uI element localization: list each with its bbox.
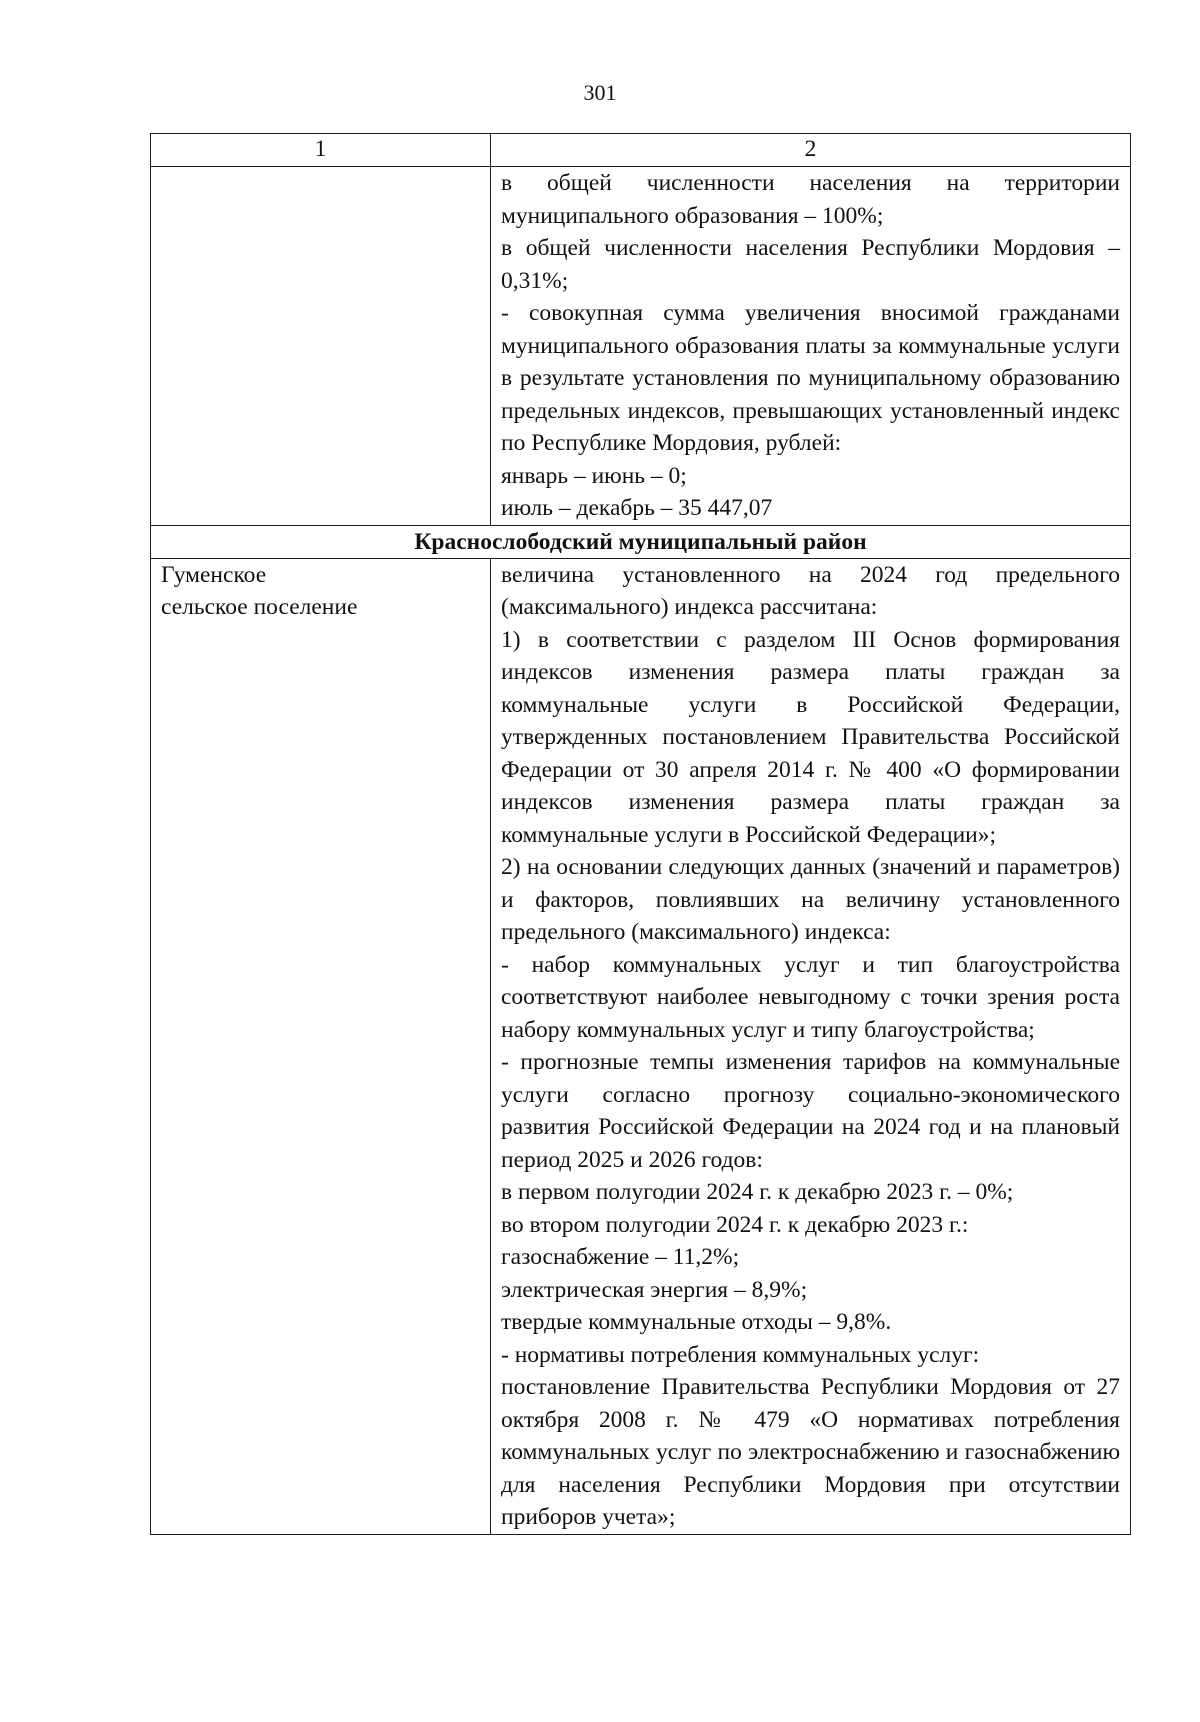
column-header-2: 2 bbox=[491, 134, 1131, 167]
text-line: постановление Правительства Республики Мордовия от 27 октября 2008 г. № 479 «О нормативах потребления коммунальных услуг по электроснабжению и газоснабжению для населения Республики Мордовия при отсутствии приборов учета»; bbox=[501, 1374, 1120, 1530]
entry-text-cell bbox=[491, 558, 1131, 1534]
text-line: июль – декабрь – 35 447,07 bbox=[501, 495, 773, 521]
table-row bbox=[151, 167, 1131, 526]
text-line: - прогнозные темпы изменения тарифов на коммунальные услуги согласно прогнозу социально-экономического развития Российской Федерации на 2024 год и на плановый период 2025 и 2026 годов: bbox=[501, 1049, 1120, 1173]
column-header-1: 1 bbox=[151, 134, 491, 167]
text-line: электрическая энергия – 8,9%; bbox=[501, 1276, 808, 1303]
municipality-name-line: Гуменское bbox=[161, 561, 267, 588]
text-line: - нормативы потребления коммунальных услуг: bbox=[501, 1341, 980, 1368]
municipality-name-line: сельское поселение bbox=[161, 594, 358, 620]
text-line: 1) в соответствии с разделом III Основ формирования индексов изменения размера платы граждан за коммунальные услуги в Российской Федерации, утвержденных постановлением Правительства Российской Федерации от 30 апреля 2014 г. № 400 «О формировании индексов изменения размера платы граждан за коммунальные услуги в Российской Федерации»; bbox=[501, 626, 1120, 848]
text-line: в первом полугодии 2024 г. к декабрю 2023 г. – 0%; bbox=[501, 1179, 1014, 1205]
municipality-cell bbox=[151, 558, 491, 1534]
text-line: газоснабжение – 11,2%; bbox=[501, 1244, 740, 1270]
text-line: январь – июнь – 0; bbox=[501, 462, 687, 489]
text-line: величина установленного на 2024 год предельного (максимального) индекса рассчитана: bbox=[501, 561, 1120, 620]
text-line: 2) на основании следующих данных (значений и параметров) и факторов, повлиявших на величину установленного предельного (максимального) индекса: bbox=[501, 854, 1120, 945]
continuation-municipality-cell bbox=[151, 167, 491, 526]
continuation-text-cell bbox=[491, 167, 1131, 526]
section-row bbox=[151, 525, 1131, 558]
text-line: в общей численности населения на территории муниципального образования – 100%; bbox=[501, 170, 1120, 229]
section-title: Краснослободский муниципальный район bbox=[151, 525, 1131, 558]
text-line: в общей численности населения Республики Мордовия – 0,31%; bbox=[501, 235, 1120, 294]
text-line: во втором полугодии 2024 г. к декабрю 2023 г.: bbox=[501, 1211, 969, 1238]
text-line: твердые коммунальные отходы – 9,8%. bbox=[501, 1309, 892, 1335]
text-line: - набор коммунальных услуг и тип благоустройства соответствуют наиболее невыгодному с точки зрения роста набору коммунальных услуг и типу благоустройства; bbox=[501, 951, 1120, 1043]
document-table bbox=[150, 133, 1131, 1535]
page-number: 301 bbox=[583, 80, 617, 105]
table-header-row bbox=[151, 134, 1131, 167]
table-row bbox=[151, 558, 1131, 1534]
text-line: - совокупная сумма увеличения вносимой гражданами муниципального образования платы за коммунальные услуги в результате установления по муниципальному образованию предельных индексов, превышающих установленный индекс по Республике Мордовия, рублей: bbox=[501, 300, 1120, 456]
